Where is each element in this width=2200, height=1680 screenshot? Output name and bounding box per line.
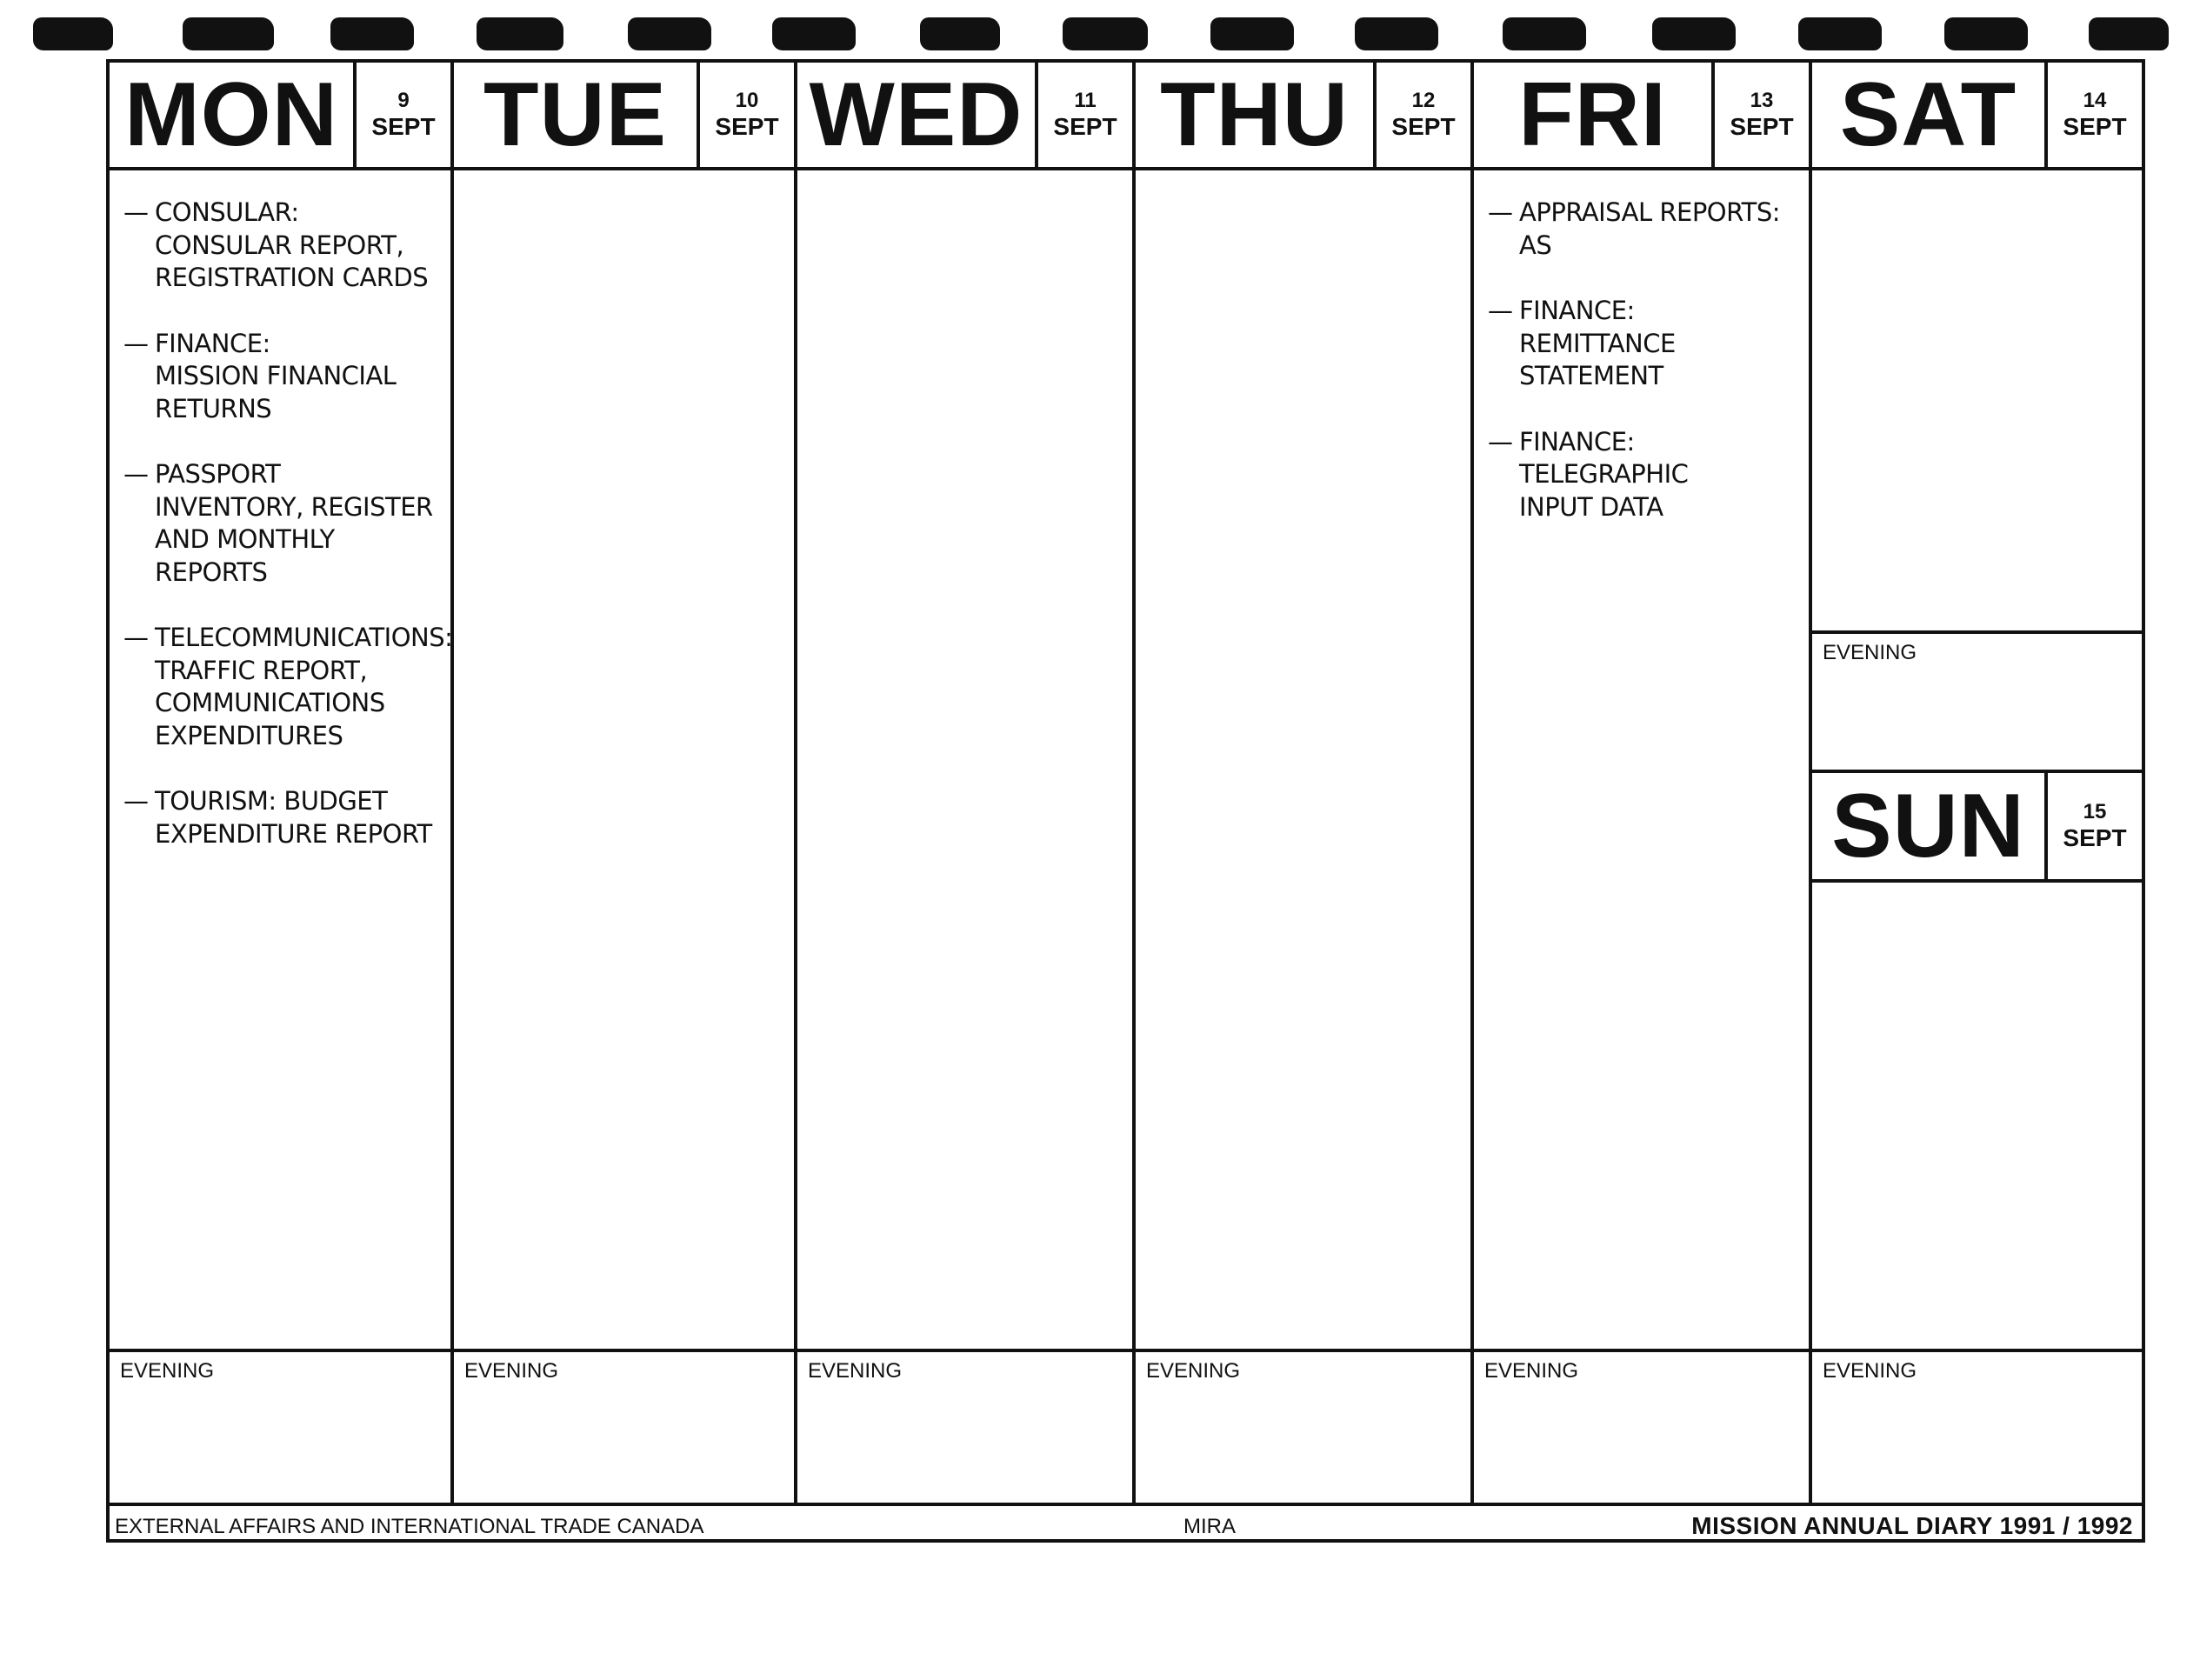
- day-name: MON: [124, 63, 338, 165]
- day-notes-area[interactable]: [1136, 170, 1470, 1349]
- evening-section[interactable]: [797, 1349, 1132, 1503]
- day-notes-area[interactable]: [797, 170, 1132, 1349]
- day-notes-area[interactable]: [110, 170, 453, 1349]
- page-footer: [110, 1503, 2142, 1543]
- footer-diary-title: MISSION ANNUAL DIARY 1991 / 1992: [1691, 1512, 2133, 1539]
- binding-hole: [330, 17, 414, 50]
- day-header: [797, 63, 1132, 170]
- binding-hole: [1503, 17, 1586, 50]
- evening-label: EVENING: [120, 1359, 215, 1383]
- date-box: [1035, 63, 1132, 167]
- day-column-monday: [110, 63, 454, 1503]
- date-box: [1373, 63, 1470, 167]
- binding-hole: [1652, 17, 1736, 50]
- day-name: THU: [1160, 63, 1349, 165]
- date-box: [353, 63, 450, 167]
- binding-hole: [183, 17, 274, 50]
- date-box: [2044, 63, 2142, 167]
- date-number: 13: [1750, 89, 1774, 113]
- binding-hole: [628, 17, 711, 50]
- day-notes-area[interactable]: [454, 170, 794, 1349]
- date-month: SEPT: [371, 112, 436, 140]
- day-header: [1136, 63, 1470, 170]
- date-number: 15: [2083, 800, 2107, 824]
- task-item: — FINANCE: MISSION FINANCIAL RETURNS: [123, 328, 450, 426]
- date-month: SEPT: [1391, 112, 1456, 140]
- day-name: SUN: [1831, 775, 2025, 877]
- evening-label: EVENING: [1823, 641, 1917, 664]
- day-notes-area-sunday[interactable]: [1812, 883, 2142, 1349]
- binding-hole: [920, 17, 1000, 50]
- date-number: 12: [1411, 89, 1436, 113]
- evening-section[interactable]: [454, 1349, 794, 1503]
- date-box: [697, 63, 794, 167]
- task-item: — FINANCE: REMITTANCE STATEMENT: [1488, 295, 1809, 393]
- binding-hole: [1210, 17, 1294, 50]
- day-name: WED: [809, 63, 1023, 165]
- binding-hole: [1063, 17, 1148, 50]
- binding-hole: [1944, 17, 2028, 50]
- footer-code: MIRA: [1183, 1515, 1236, 1538]
- weekly-diary-page: [106, 59, 2145, 1543]
- binding-hole: [1798, 17, 1882, 50]
- day-column-friday: [1474, 63, 1812, 1503]
- binding-hole: [1355, 17, 1438, 50]
- evening-section-sunday[interactable]: [1812, 1349, 2142, 1503]
- day-header: [454, 63, 794, 170]
- spiral-binding-holes: [0, 0, 2200, 61]
- binding-hole: [33, 17, 113, 50]
- day-name: SAT: [1839, 63, 2017, 165]
- date-month: SEPT: [715, 112, 779, 140]
- evening-section-saturday[interactable]: [1812, 634, 2142, 773]
- date-number: 14: [2083, 89, 2107, 113]
- task-item: — FINANCE: TELEGRAPHIC INPUT DATA: [1488, 426, 1809, 524]
- date-box: [2044, 773, 2142, 879]
- day-column-weekend: [1812, 63, 2142, 1503]
- date-month: SEPT: [2063, 112, 2127, 140]
- evening-section[interactable]: [1136, 1349, 1470, 1503]
- date-number: 10: [735, 89, 759, 113]
- evening-label: EVENING: [808, 1359, 903, 1383]
- date-month: SEPT: [1730, 112, 1794, 140]
- date-box: [1711, 63, 1809, 167]
- binding-hole: [772, 17, 856, 50]
- task-item: — TELECOMMUNICATIONS: TRAFFIC REPORT, COMMUNICATIONS EXPENDITURES: [123, 622, 450, 752]
- binding-hole: [477, 17, 563, 50]
- day-notes-area[interactable]: [1474, 170, 1809, 1349]
- day-header: [1474, 63, 1809, 170]
- evening-label: EVENING: [1146, 1359, 1241, 1383]
- day-column-wednesday: [797, 63, 1136, 1503]
- task-item: — PASSPORT INVENTORY, REGISTER AND MONTHLY REPORTS: [123, 458, 450, 589]
- date-number: 9: [397, 89, 410, 113]
- day-header-sunday: [1812, 773, 2142, 883]
- date-number: 11: [1074, 89, 1097, 113]
- day-header: [110, 63, 450, 170]
- day-column-thursday: [1136, 63, 1474, 1503]
- evening-label: EVENING: [464, 1359, 559, 1383]
- task-list: [110, 170, 453, 850]
- evening-label: EVENING: [1823, 1359, 1917, 1383]
- task-item: — CONSULAR: CONSULAR REPORT, REGISTRATION CARDS: [123, 197, 450, 295]
- evening-section[interactable]: [1474, 1349, 1809, 1503]
- evening-label: EVENING: [1484, 1359, 1579, 1383]
- day-name: FRI: [1518, 63, 1667, 165]
- day-notes-area-saturday[interactable]: [1812, 170, 2142, 634]
- task-item: — APPRAISAL REPORTS: AS: [1488, 197, 1809, 262]
- task-list: [1474, 170, 1809, 523]
- task-item: — TOURISM: BUDGET EXPENDITURE REPORT: [123, 785, 450, 850]
- day-column-tuesday: [454, 63, 797, 1503]
- date-month: SEPT: [1053, 112, 1117, 140]
- day-name: TUE: [483, 63, 667, 165]
- day-header-saturday: [1812, 63, 2142, 170]
- evening-section[interactable]: [110, 1349, 450, 1503]
- binding-hole: [2089, 17, 2169, 50]
- date-month: SEPT: [2063, 823, 2127, 851]
- footer-department: EXTERNAL AFFAIRS AND INTERNATIONAL TRADE CANADA: [115, 1515, 704, 1538]
